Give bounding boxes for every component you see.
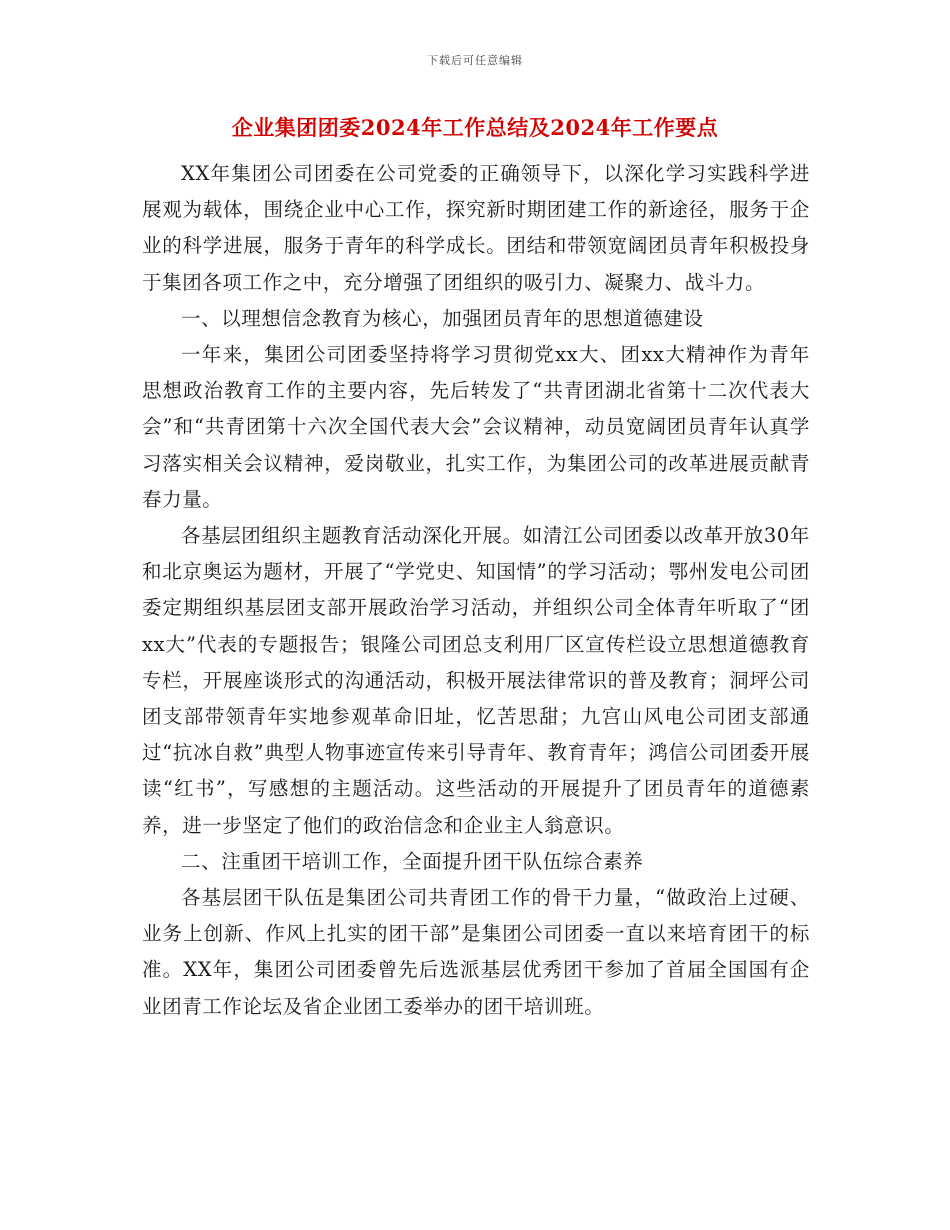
paragraph-2: 各基层团组织主题教育活动深化开展。如清江公司团委以改革开放30年和北京奥运为题材，开展了“学党史、知国情”的学习活动；鄂州发电公司团委定期组织基层团支部开展政治学习活动，并组织公司全体青年听取了“团xx大”代表的专题报告；银隆公司团总支利用厂区宣传栏设立思想道德教育专栏，开展座谈形式的沟通活动，积极开展法律常识的普及教育；洞坪公司团支部带领青年实地参观革命旧址，忆苦思甜；九宫山风电公司团支部通过“抗冰自救”典型人物事迹宣传来引导青年、教育青年；鸿信公司团委开展读“红书”，写感想的主题活动。这些活动的开展提升了团员青年的道德素养，进一步坚定了他们的政治信念和企业主人翁意识。 — [142, 524, 811, 837]
document-body — [142, 156, 810, 1025]
header-note: 下载后可任意编辑 — [427, 54, 523, 67]
paragraph-intro: XX年集团公司团委在公司党委的正确领导下，以深化学习实践科学进展观为载体，围绕企业中心工作，探究新时期团建工作的新途径，服务于企业的科学进展，服务于青年的科学成长。团结和带领宽阔团员青年积极投身于集团各项工作之中，充分增强了团组织的吸引力、凝聚力、战斗力。 — [142, 162, 810, 294]
section-heading-2: 二、注重团干培训工作，全面提升团干队伍综合素养 — [181, 849, 644, 873]
paragraph-1: 一年来，集团公司团委坚持将学习贯彻党xx大、团xx大精神作为青年思想政治教育工作的主要内容，先后转发了“共青团湖北省第十二次代表大会”和“共青团第十六次全国代表大会”会议精神，动员宽阔团员青年认真学习落实相关会议精神，爱岗敬业，扎实工作，为集团公司的改革进展贡献青春力量。 — [142, 343, 810, 511]
section-heading-1: 一、以理想信念教育为核心，加强团员青年的思想道德建设 — [181, 306, 704, 330]
paragraph-3: 各基层团干队伍是集团公司共青团工作的骨干力量，“做政治上过硬、业务上创新、作风上扎实的团干部”是集团公司团委一直以来培育团干的标准。XX年，集团公司团委曾先后选派基层优秀团干参加了首届全国国有企业团青工作论坛及省企业团工委举办的团干培训班。 — [142, 886, 810, 1018]
document-title: 企业集团团委2024年工作总结及2024年工作要点 — [231, 115, 719, 140]
